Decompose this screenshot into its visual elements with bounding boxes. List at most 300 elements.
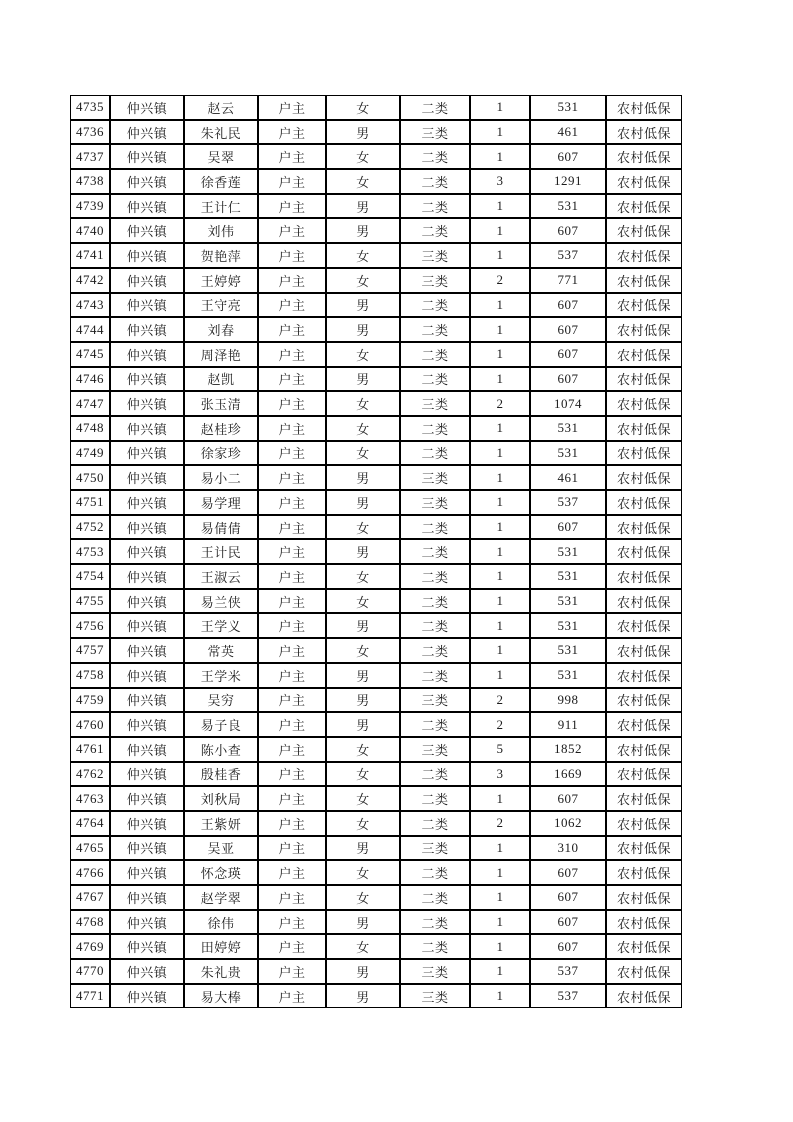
table-row [70,613,682,638]
cell-serial: 4739 [70,194,110,219]
cell-gender: 女 [326,169,400,194]
cell-name: 王守亮 [184,293,258,318]
cell-category: 二类 [400,194,470,219]
cell-serial: 4768 [70,910,110,935]
table-row [70,959,682,984]
cell-amount: 1062 [530,811,606,836]
cell-relation: 户主 [258,836,326,861]
cell-amount: 1669 [530,762,606,787]
cell-town: 仲兴镇 [110,194,184,219]
cell-category: 二类 [400,811,470,836]
cell-amount: 607 [530,515,606,540]
cell-gender: 男 [326,120,400,145]
cell-relation: 户主 [258,539,326,564]
cell-serial: 4752 [70,515,110,540]
cell-amount: 537 [530,959,606,984]
cell-relation: 户主 [258,465,326,490]
cell-serial: 4751 [70,490,110,515]
cell-amount: 537 [530,984,606,1009]
cell-town: 仲兴镇 [110,441,184,466]
cell-name: 徐香莲 [184,169,258,194]
cell-serial: 4738 [70,169,110,194]
cell-relation: 户主 [258,120,326,145]
table-row [70,786,682,811]
cell-amount: 607 [530,144,606,169]
cell-household_count: 1 [470,638,530,663]
cell-serial: 4747 [70,391,110,416]
cell-household_count: 1 [470,663,530,688]
cell-gender: 女 [326,95,400,120]
cell-relation: 户主 [258,959,326,984]
cell-amount: 1291 [530,169,606,194]
cell-amount: 531 [530,95,606,120]
cell-category: 二类 [400,515,470,540]
cell-subsidy_type: 农村低保 [606,663,682,688]
cell-name: 王淑云 [184,564,258,589]
cell-subsidy_type: 农村低保 [606,786,682,811]
cell-amount: 607 [530,934,606,959]
cell-subsidy_type: 农村低保 [606,515,682,540]
cell-name: 王婷婷 [184,268,258,293]
cell-subsidy_type: 农村低保 [606,490,682,515]
cell-amount: 607 [530,910,606,935]
cell-household_count: 2 [470,391,530,416]
cell-household_count: 1 [470,860,530,885]
cell-name: 刘春 [184,317,258,342]
cell-gender: 男 [326,367,400,392]
cell-town: 仲兴镇 [110,762,184,787]
table-row [70,391,682,416]
cell-subsidy_type: 农村低保 [606,539,682,564]
table-row [70,243,682,268]
cell-household_count: 1 [470,836,530,861]
table-row [70,268,682,293]
cell-subsidy_type: 农村低保 [606,293,682,318]
cell-relation: 户主 [258,762,326,787]
cell-gender: 男 [326,663,400,688]
cell-relation: 户主 [258,613,326,638]
cell-town: 仲兴镇 [110,811,184,836]
cell-name: 易兰侠 [184,589,258,614]
cell-category: 二类 [400,589,470,614]
cell-gender: 男 [326,613,400,638]
cell-relation: 户主 [258,194,326,219]
cell-serial: 4740 [70,218,110,243]
cell-category: 二类 [400,95,470,120]
cell-serial: 4770 [70,959,110,984]
cell-serial: 4753 [70,539,110,564]
cell-amount: 771 [530,268,606,293]
cell-household_count: 1 [470,910,530,935]
cell-category: 二类 [400,293,470,318]
cell-gender: 男 [326,910,400,935]
cell-serial: 4771 [70,984,110,1009]
cell-gender: 男 [326,984,400,1009]
cell-subsidy_type: 农村低保 [606,688,682,713]
cell-category: 二类 [400,169,470,194]
cell-household_count: 5 [470,737,530,762]
cell-household_count: 1 [470,317,530,342]
table-row [70,836,682,861]
table-row [70,169,682,194]
cell-subsidy_type: 农村低保 [606,984,682,1009]
cell-subsidy_type: 农村低保 [606,836,682,861]
cell-name: 王紫妍 [184,811,258,836]
cell-name: 常英 [184,638,258,663]
cell-amount: 537 [530,243,606,268]
table-row [70,120,682,145]
cell-gender: 女 [326,589,400,614]
cell-category: 二类 [400,367,470,392]
cell-subsidy_type: 农村低保 [606,144,682,169]
welfare-table-body [70,95,682,1008]
cell-category: 二类 [400,342,470,367]
cell-category: 二类 [400,762,470,787]
cell-category: 二类 [400,638,470,663]
cell-serial: 4757 [70,638,110,663]
cell-household_count: 1 [470,984,530,1009]
cell-town: 仲兴镇 [110,836,184,861]
cell-category: 二类 [400,613,470,638]
cell-name: 王学米 [184,663,258,688]
cell-category: 二类 [400,144,470,169]
cell-subsidy_type: 农村低保 [606,169,682,194]
cell-town: 仲兴镇 [110,317,184,342]
cell-category: 二类 [400,564,470,589]
cell-subsidy_type: 农村低保 [606,860,682,885]
cell-subsidy_type: 农村低保 [606,391,682,416]
cell-name: 赵桂珍 [184,416,258,441]
cell-gender: 男 [326,712,400,737]
cell-household_count: 1 [470,144,530,169]
cell-household_count: 1 [470,342,530,367]
cell-town: 仲兴镇 [110,95,184,120]
cell-gender: 女 [326,391,400,416]
cell-category: 二类 [400,860,470,885]
cell-category: 二类 [400,712,470,737]
cell-relation: 户主 [258,663,326,688]
cell-name: 贺艳萍 [184,243,258,268]
table-row [70,515,682,540]
cell-serial: 4755 [70,589,110,614]
cell-name: 陈小查 [184,737,258,762]
cell-relation: 户主 [258,144,326,169]
cell-amount: 607 [530,786,606,811]
welfare-table [70,95,682,1008]
cell-town: 仲兴镇 [110,120,184,145]
cell-relation: 户主 [258,885,326,910]
cell-name: 刘伟 [184,218,258,243]
cell-category: 二类 [400,885,470,910]
cell-serial: 4750 [70,465,110,490]
cell-amount: 607 [530,367,606,392]
table-row [70,293,682,318]
cell-relation: 户主 [258,441,326,466]
cell-gender: 男 [326,490,400,515]
cell-subsidy_type: 农村低保 [606,342,682,367]
cell-name: 怀念瑛 [184,860,258,885]
cell-relation: 户主 [258,218,326,243]
cell-serial: 4742 [70,268,110,293]
table-row [70,317,682,342]
cell-subsidy_type: 农村低保 [606,762,682,787]
table-row [70,737,682,762]
cell-amount: 607 [530,342,606,367]
table-row [70,811,682,836]
cell-serial: 4758 [70,663,110,688]
cell-category: 二类 [400,910,470,935]
cell-gender: 男 [326,317,400,342]
cell-town: 仲兴镇 [110,860,184,885]
cell-amount: 461 [530,465,606,490]
cell-subsidy_type: 农村低保 [606,465,682,490]
table-row [70,663,682,688]
table-row [70,441,682,466]
cell-serial: 4748 [70,416,110,441]
cell-serial: 4762 [70,762,110,787]
cell-relation: 户主 [258,293,326,318]
cell-gender: 女 [326,811,400,836]
cell-subsidy_type: 农村低保 [606,638,682,663]
cell-category: 二类 [400,416,470,441]
cell-gender: 男 [326,218,400,243]
cell-name: 赵学翠 [184,885,258,910]
cell-household_count: 1 [470,120,530,145]
cell-amount: 531 [530,564,606,589]
cell-amount: 998 [530,688,606,713]
table-row [70,564,682,589]
cell-name: 赵凯 [184,367,258,392]
cell-household_count: 1 [470,194,530,219]
cell-household_count: 1 [470,934,530,959]
cell-amount: 607 [530,885,606,910]
cell-subsidy_type: 农村低保 [606,194,682,219]
cell-category: 三类 [400,836,470,861]
cell-serial: 4763 [70,786,110,811]
cell-serial: 4764 [70,811,110,836]
cell-town: 仲兴镇 [110,564,184,589]
cell-subsidy_type: 农村低保 [606,589,682,614]
cell-gender: 男 [326,539,400,564]
cell-serial: 4737 [70,144,110,169]
cell-relation: 户主 [258,317,326,342]
cell-category: 二类 [400,934,470,959]
cell-name: 周泽艳 [184,342,258,367]
cell-gender: 女 [326,243,400,268]
cell-relation: 户主 [258,342,326,367]
table-row [70,589,682,614]
table-row [70,885,682,910]
cell-town: 仲兴镇 [110,638,184,663]
table-row [70,860,682,885]
cell-gender: 男 [326,688,400,713]
cell-name: 田婷婷 [184,934,258,959]
cell-amount: 1852 [530,737,606,762]
cell-serial: 4759 [70,688,110,713]
table-row [70,638,682,663]
table-row [70,934,682,959]
cell-serial: 4767 [70,885,110,910]
cell-household_count: 1 [470,959,530,984]
cell-gender: 女 [326,737,400,762]
cell-household_count: 1 [470,613,530,638]
cell-town: 仲兴镇 [110,737,184,762]
cell-name: 殷桂香 [184,762,258,787]
cell-name: 易倩倩 [184,515,258,540]
cell-town: 仲兴镇 [110,515,184,540]
cell-relation: 户主 [258,391,326,416]
cell-relation: 户主 [258,860,326,885]
cell-gender: 男 [326,836,400,861]
cell-subsidy_type: 农村低保 [606,613,682,638]
cell-serial: 4754 [70,564,110,589]
cell-serial: 4749 [70,441,110,466]
cell-name: 徐伟 [184,910,258,935]
cell-gender: 男 [326,959,400,984]
cell-amount: 531 [530,589,606,614]
cell-category: 三类 [400,120,470,145]
cell-town: 仲兴镇 [110,786,184,811]
cell-town: 仲兴镇 [110,490,184,515]
cell-relation: 户主 [258,688,326,713]
cell-household_count: 1 [470,367,530,392]
cell-amount: 461 [530,120,606,145]
cell-household_count: 2 [470,712,530,737]
cell-household_count: 1 [470,243,530,268]
cell-relation: 户主 [258,95,326,120]
cell-gender: 女 [326,342,400,367]
cell-town: 仲兴镇 [110,539,184,564]
table-row [70,342,682,367]
cell-subsidy_type: 农村低保 [606,317,682,342]
cell-gender: 女 [326,762,400,787]
cell-subsidy_type: 农村低保 [606,416,682,441]
cell-amount: 1074 [530,391,606,416]
cell-household_count: 1 [470,885,530,910]
cell-name: 吴亚 [184,836,258,861]
cell-gender: 男 [326,465,400,490]
cell-amount: 607 [530,293,606,318]
cell-town: 仲兴镇 [110,712,184,737]
cell-category: 三类 [400,737,470,762]
cell-category: 二类 [400,663,470,688]
cell-gender: 女 [326,638,400,663]
cell-town: 仲兴镇 [110,268,184,293]
cell-relation: 户主 [258,169,326,194]
cell-amount: 310 [530,836,606,861]
cell-category: 二类 [400,786,470,811]
cell-gender: 女 [326,515,400,540]
cell-household_count: 2 [470,688,530,713]
cell-category: 二类 [400,218,470,243]
cell-relation: 户主 [258,490,326,515]
cell-name: 徐家珍 [184,441,258,466]
table-row [70,144,682,169]
cell-gender: 女 [326,885,400,910]
cell-category: 三类 [400,391,470,416]
table-row [70,194,682,219]
table-row [70,490,682,515]
cell-serial: 4756 [70,613,110,638]
cell-subsidy_type: 农村低保 [606,243,682,268]
cell-amount: 531 [530,638,606,663]
cell-amount: 607 [530,218,606,243]
table-row [70,712,682,737]
cell-gender: 男 [326,293,400,318]
cell-subsidy_type: 农村低保 [606,95,682,120]
cell-town: 仲兴镇 [110,169,184,194]
table-row [70,218,682,243]
cell-serial: 4741 [70,243,110,268]
cell-gender: 女 [326,860,400,885]
cell-subsidy_type: 农村低保 [606,811,682,836]
cell-name: 朱礼贵 [184,959,258,984]
cell-serial: 4765 [70,836,110,861]
cell-relation: 户主 [258,786,326,811]
cell-subsidy_type: 农村低保 [606,737,682,762]
cell-gender: 女 [326,268,400,293]
cell-town: 仲兴镇 [110,243,184,268]
cell-household_count: 3 [470,169,530,194]
cell-town: 仲兴镇 [110,342,184,367]
cell-town: 仲兴镇 [110,934,184,959]
cell-subsidy_type: 农村低保 [606,934,682,959]
cell-relation: 户主 [258,984,326,1009]
cell-household_count: 1 [470,293,530,318]
cell-relation: 户主 [258,737,326,762]
cell-town: 仲兴镇 [110,367,184,392]
cell-household_count: 3 [470,762,530,787]
cell-category: 三类 [400,465,470,490]
cell-relation: 户主 [258,268,326,293]
cell-name: 吴翠 [184,144,258,169]
cell-name: 王学义 [184,613,258,638]
table-row [70,539,682,564]
cell-gender: 女 [326,144,400,169]
cell-gender: 女 [326,416,400,441]
cell-name: 朱礼民 [184,120,258,145]
cell-household_count: 1 [470,564,530,589]
cell-relation: 户主 [258,416,326,441]
cell-category: 二类 [400,441,470,466]
cell-subsidy_type: 农村低保 [606,910,682,935]
cell-category: 三类 [400,490,470,515]
cell-subsidy_type: 农村低保 [606,120,682,145]
cell-town: 仲兴镇 [110,885,184,910]
cell-amount: 911 [530,712,606,737]
cell-town: 仲兴镇 [110,959,184,984]
cell-subsidy_type: 农村低保 [606,959,682,984]
cell-town: 仲兴镇 [110,218,184,243]
cell-town: 仲兴镇 [110,293,184,318]
cell-serial: 4743 [70,293,110,318]
table-row [70,688,682,713]
cell-serial: 4769 [70,934,110,959]
cell-household_count: 1 [470,218,530,243]
cell-name: 刘秋局 [184,786,258,811]
cell-relation: 户主 [258,243,326,268]
cell-category: 三类 [400,268,470,293]
cell-gender: 女 [326,934,400,959]
cell-relation: 户主 [258,515,326,540]
cell-gender: 女 [326,786,400,811]
cell-category: 三类 [400,984,470,1009]
cell-relation: 户主 [258,589,326,614]
cell-amount: 531 [530,416,606,441]
table-row [70,762,682,787]
cell-household_count: 1 [470,441,530,466]
table-row [70,367,682,392]
